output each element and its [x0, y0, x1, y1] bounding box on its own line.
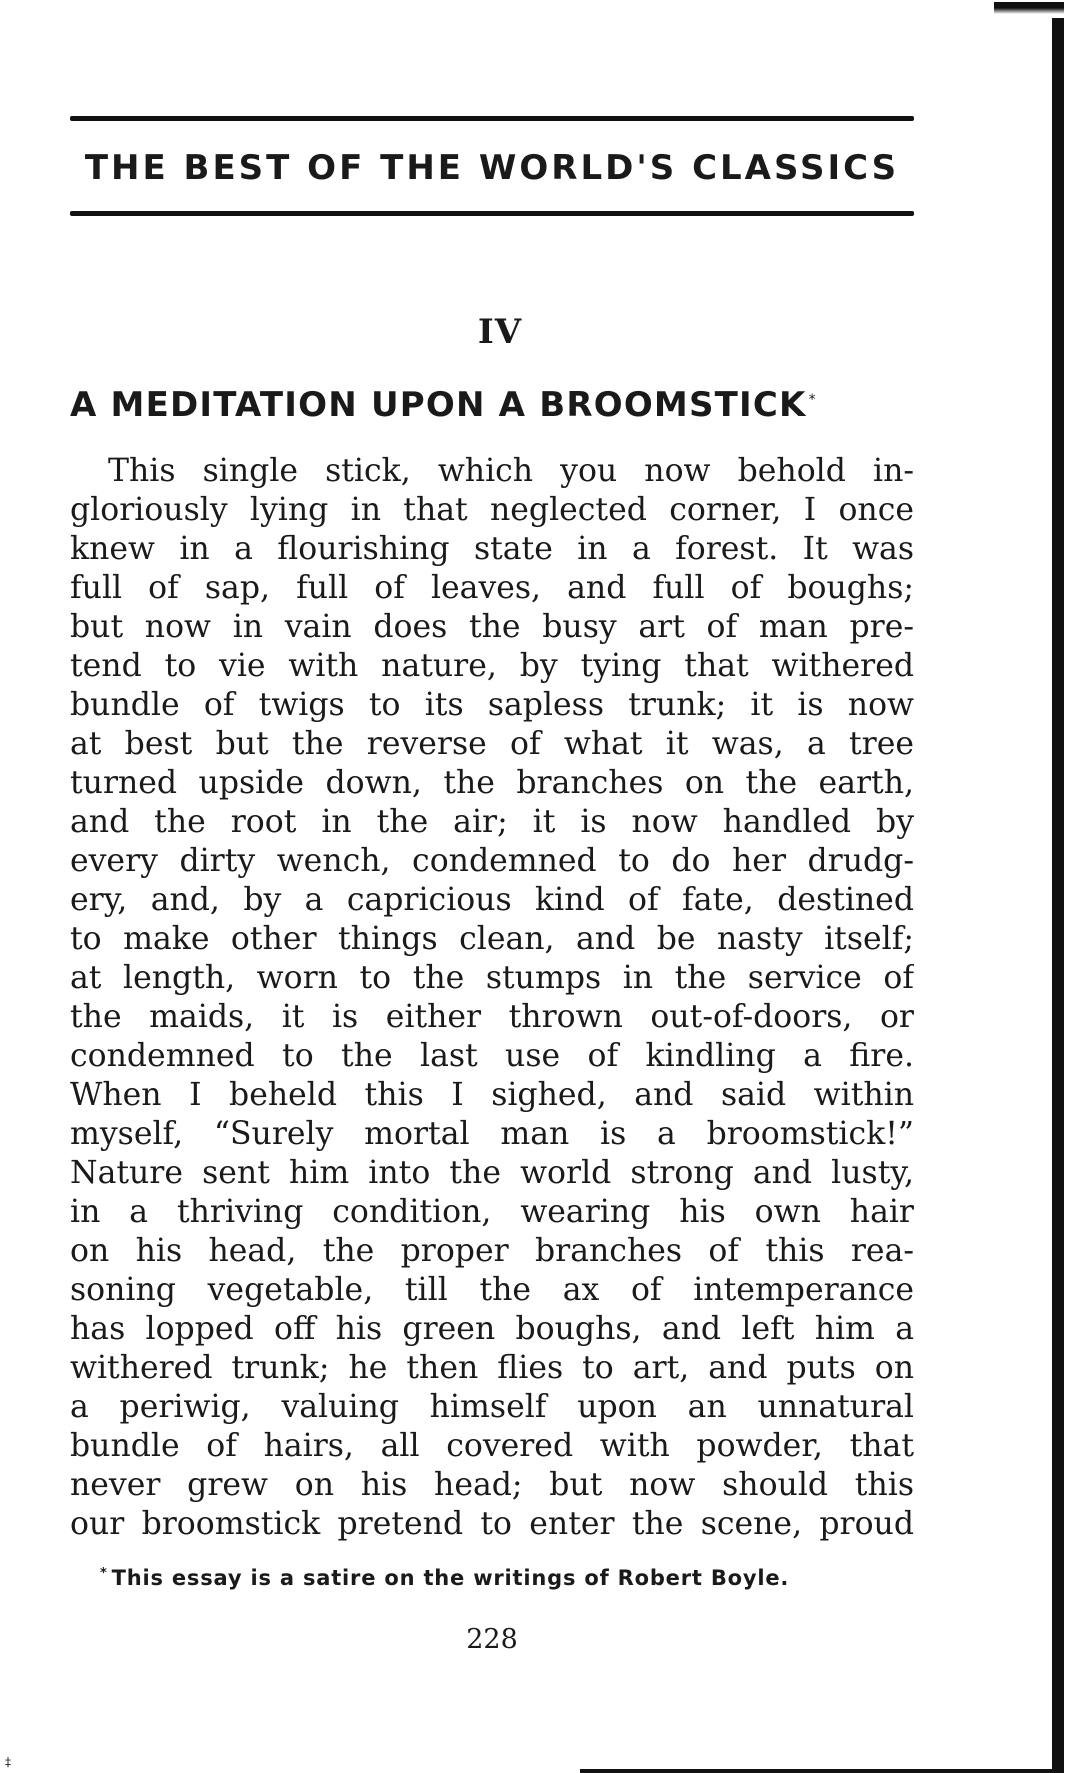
running-header [70, 116, 914, 216]
text-line: bundle of hairs, all covered with powder, that [70, 1428, 914, 1464]
header-bottom-rule [70, 211, 914, 216]
text-line: gloriously lying in that neglected corner, I once [70, 492, 914, 528]
text-line: to make other things clean, and be nasty itself; [70, 921, 914, 957]
text-line: condemned to the last use of kindling a fire. [70, 1038, 914, 1074]
text-line: on his head, the proper branches of this rea- [70, 1233, 914, 1269]
text-line: knew in a flourishing state in a forest. It was [70, 531, 914, 567]
text-line: at best but the reverse of what it was, a tree [70, 726, 914, 762]
text-line: at length, worn to the stumps in the service of [70, 960, 914, 996]
text-line: has lopped off his green boughs, and left him a [70, 1311, 914, 1347]
text-line: bundle of twigs to its sapless trunk; it is now [70, 687, 914, 723]
text-line: This single stick, which you now behold in- [108, 453, 914, 489]
binding-top-hook [994, 0, 1064, 14]
corner-mark: ‡ [5, 1755, 11, 1769]
text-line: turned upside down, the branches on the earth, [70, 765, 914, 801]
text-line: and the root in the air; it is now handled by [70, 804, 914, 840]
text-line: myself, “Surely mortal man is a broomstick!” [70, 1116, 914, 1152]
text-line: in a thriving condition, wearing his own hair [70, 1194, 914, 1230]
text-line: withered trunk; he then flies to art, and puts on [70, 1350, 914, 1386]
text-line: When I beheld this I sighed, and said within [70, 1077, 914, 1113]
essay-body [70, 452, 914, 1544]
bottom-edge-rule [580, 1769, 1054, 1773]
text-line: our broomstick pretend to enter the scene, proud [70, 1506, 914, 1542]
footnote [100, 1566, 914, 1590]
text-line: ery, and, by a capricious kind of fate, destined [70, 882, 914, 918]
text-line: never grew on his head; but now should this [70, 1467, 914, 1503]
text-line: every dirty wench, condemned to do her drudg- [70, 843, 914, 879]
text-line: soning vegetable, till the ax of intemperance [70, 1272, 914, 1308]
book-binding-edge [1050, 0, 1064, 1773]
footnote-text: This essay is a satire on the writings of Robert Boyle. [111, 1566, 790, 1590]
binding-spine [1052, 18, 1064, 1773]
chapter-title [70, 385, 950, 425]
text-line: full of sap, full of leaves, and full of boughs; [70, 570, 914, 606]
text-line: tend to vie with nature, by tying that withered [70, 648, 914, 684]
page-number: 228 [466, 1624, 518, 1655]
footnote-mark: * [100, 1566, 108, 1581]
text-line: but now in vain does the busy art of man pre- [70, 609, 914, 645]
chapter-title-footnote-mark: * [808, 391, 817, 408]
text-line: the maids, it is either thrown out-of-doors, or [70, 999, 914, 1035]
text-line: Nature sent him into the world strong and lusty, [70, 1155, 914, 1191]
text-line: a periwig, valuing himself upon an unnatural [70, 1389, 914, 1425]
chapter-number: IV [477, 312, 523, 352]
running-title: THE BEST OF THE WORLD'S CLASSICS [84, 148, 900, 188]
chapter-title-text: A MEDITATION UPON A BROOMSTICK [70, 385, 807, 425]
